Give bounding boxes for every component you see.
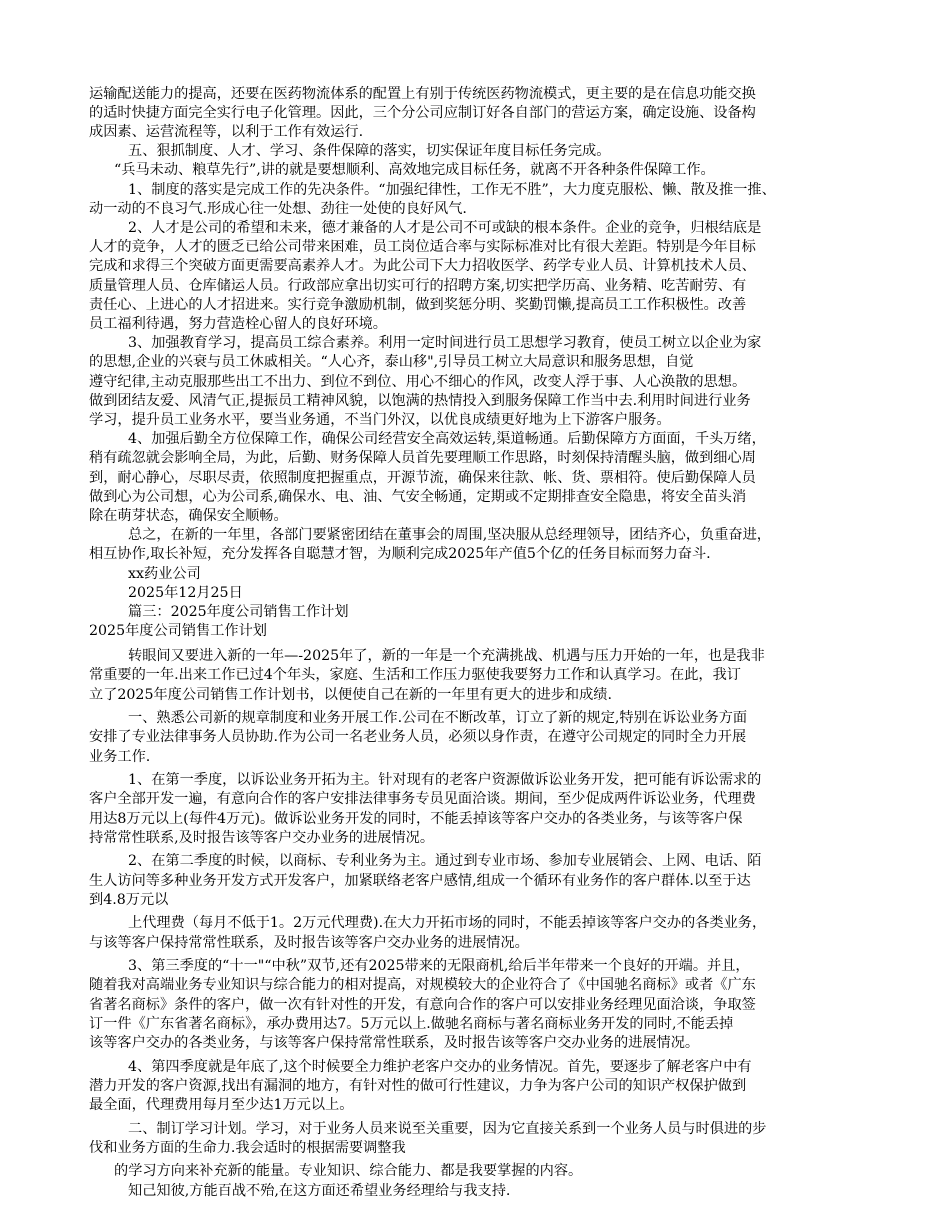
text-line: 稍有疏忽就会影响全局，为此，后勤、财务保障人员首先要理顺工作思路，时刻保持清醒头脑，做到细心周 bbox=[89, 450, 756, 466]
text-line: 用达8万元以上(每件4万元)。做诉讼业务开发的同时，不能丢掉该等客户交办的各类业务，与该等客户保 bbox=[89, 811, 743, 827]
text-line: 最全面，代理费用每月至少达1万元以上。 bbox=[89, 1097, 354, 1113]
text-line: 员工福利待遇，努力营造栓心留人的良好环境。 bbox=[89, 316, 387, 332]
text-line: 责任心、上进心的人才招进来。实行竞争激励机制，做到奖惩分明、奖勤罚懒,提高员工工作积极性。改善 bbox=[89, 297, 747, 313]
text-line: 常重要的一年.出来工作已过4个年头，家庭、生活和工作压力驱使我要努力工作和认真学习。在此，我订 bbox=[89, 667, 741, 683]
text-line: 2、人才是公司的希望和未来，德才兼备的人才是公司不可或缺的根本条件。企业的竞争，归根结底是 bbox=[128, 220, 762, 236]
text-line: 订一件《广东省著名商标》，承办费用达7。5万元以上.做驰名商标与著名商标业务开发的同时,不能丢掉 bbox=[89, 1016, 734, 1032]
text-line: 与该等客户保持常常性联系，及时报告该等客户交办业务的进展情况。 bbox=[89, 935, 529, 951]
text-line: 五、狠抓制度、人才、学习、条件保障的落实，切实保证年度目标任务完成。 bbox=[128, 143, 611, 159]
text-line: 该等客户交办的各类业务，与该等客户保持常常性联系，及时报告该等客户交办业务的进展情况。 bbox=[89, 1035, 700, 1051]
text-line: 的学习方向来补充新的能量。专业知识、综合能力、都是我要掌握的内容。 bbox=[114, 1163, 583, 1179]
text-line: xx药业公司 bbox=[128, 566, 201, 582]
text-line: 质量管理人员、仓库储运人员。行政部应拿出切实可行的招聘方案,切实把学历高、业务精、吃苦耐劳、有 bbox=[89, 278, 747, 294]
text-line: 潜力开发的客户资源,找出有漏洞的地方，有针对性的做可行性建议，力争为客户公司的知识产权保护做到 bbox=[89, 1078, 747, 1094]
text-line: 动一动的不良习气.形成心往一处想、劲往一处使的良好风气. bbox=[89, 201, 467, 217]
text-line: 2025年度公司销售工作计划 bbox=[89, 623, 267, 639]
text-line: 生人访问等多种业务开发方式开发客户，加紧联络老客户感情,组成一个循环有业务作的客户群体.以至于达 bbox=[89, 873, 751, 889]
text-line: 转眼间又要进入新的一年—-2025年了，新的一年是一个充满挑战、机遇与压力开始的一年，也是我非 bbox=[128, 648, 765, 664]
text-line: “兵马未动、粮草先行”,讲的就是要想顺利、高效地完成目标任务，就离不开各种条件保障工作。 bbox=[114, 162, 715, 178]
text-line: 3、第三季度的“十一"“中秋”双节,还有2025带来的无限商机,给后半年带来一个良好的开端。并且， bbox=[128, 958, 750, 974]
text-line: 除在萌芽状态，确保安全顺畅。 bbox=[89, 508, 288, 524]
text-line: 总之，在新的一年里，各部门要紧密团结在董事会的周围,坚决服从总经理领导，团结齐心，负重奋进， bbox=[128, 527, 771, 543]
text-line: 成因素、运营流程等，以利于工作有效运行. bbox=[89, 124, 364, 140]
text-line: 运输配送能力的提高，还要在医药物流体系的配置上有别于传统医药物流模式，更主要的是在信息功能交换 bbox=[89, 86, 756, 102]
text-line: 省著名商标》条件的客户，做一次有针对性的开发，有意向合作的客户可以安排业务经理见面洽谈，争取签 bbox=[89, 997, 756, 1013]
text-line: 到，耐心静心，尽职尽责，依照制度把握重点，开源节流，确保来往款、帐、货、票相符。使后勤保障人员 bbox=[89, 470, 756, 486]
text-line: 上代理费（每月不低于1。2万元代理费).在大力开拓市场的同时，不能丢掉该等客户交办的各类业务， bbox=[128, 915, 767, 931]
text-line: 4、加强后勤全方位保障工作，确保公司经营安全高效运转,渠道畅通。后勤保障方方面面，千头万绪， bbox=[128, 431, 766, 447]
text-line: 做到团结友爱、风清气正,提振员工精神风貌，以饱满的热情投入到服务保障工作当中去.利用时间进行业务 bbox=[89, 393, 751, 409]
text-line: 1、制度的落实是完成工作的先决条件。“加强纪律性，工作无不胜”，大力度克服松、懒、散及推一推、 bbox=[128, 182, 776, 198]
text-line: 篇三：2025年度公司销售工作计划 bbox=[128, 604, 349, 620]
text-line: 随着我对高端业务专业知识与综合能力的相对提高，对规模较大的企业符合了《中国驰名商标》或者《广东 bbox=[89, 977, 756, 993]
text-line: 的适时快捷方面完全实行电子化管理。因此，三个分公司应制订好各自部门的营运方案，确定设施、设备构 bbox=[89, 105, 756, 121]
text-line: 一、熟悉公司新的规章制度和业务开展工作.公司在不断改革，订立了新的规定,特别在诉讼业务方面 bbox=[128, 710, 748, 726]
text-line: 安排了专业法律事务人员协助.作为公司一名老业务人员，必须以身作责，在遵守公司规定的同时全力开展 bbox=[89, 729, 747, 745]
text-line: 遵守纪律,主动克服那些出工不出力、到位不到位、用心不细心的作风，改变人浮于事、人心涣散的思想。 bbox=[89, 374, 747, 390]
text-line: 2025年12月25日 bbox=[128, 585, 243, 601]
text-line: 完成和求得三个突破方面更需要高素养人才。为此公司下大力招收医学、药学专业人员、计算机技术人员、 bbox=[89, 258, 756, 274]
text-line: 1、在第一季度，以诉讼业务开拓为主。针对现有的老客户资源做诉讼业务开发，把可能有诉讼需求的 bbox=[128, 772, 762, 788]
text-line: 立了2025年度公司销售工作计划书，以便使自己在新的一年里有更大的进步和成绩. bbox=[89, 687, 612, 703]
text-line: 人才的竞争，人才的匮乏已给公司带来困难，员工岗位适合率与实际标准对比有很大差距。特别是今年目标 bbox=[89, 239, 756, 255]
text-line: 4、第四季度就是年底了,这个时候要全力维护老客户交办的业务情况。首先，要逐步了解老客户中有 bbox=[128, 1059, 752, 1075]
text-line: 伐和业务方面的生命力.我会适时的根据需要调整我 bbox=[89, 1140, 406, 1156]
text-line: 二、制订学习计划。学习，对于业务人员来说至关重要，因为它直接关系到一个业务人员与时俱进的步 bbox=[128, 1121, 767, 1137]
text-line: 相互协作,取长补短，充分发挥各自聪慧才智，为顺利完成2025年产值5个亿的任务目标而努力奋斗. bbox=[89, 546, 711, 562]
text-line: 到4.8万元以 bbox=[89, 892, 169, 908]
text-line: 3、加强教育学习，提高员工综合素养。利用一定时间进行员工思想学习教育，使员工树立以企业为家 bbox=[128, 335, 762, 351]
text-line: 客户全部开发一遍，有意向合作的客户安排法律事务专员见面洽谈。期间，至少促成两件诉讼业务，代理费 bbox=[89, 791, 756, 807]
text-line: 业务工作. bbox=[89, 749, 151, 765]
text-line: 2、在第二季度的时候，以商标、专利业务为主。通过到专业市场、参加专业展销会、上网、电话、陌 bbox=[128, 853, 762, 869]
text-line: 的思想,企业的兴衰与员工休戚相关。“人心齐，泰山移",引导员工树立大局意识和服务思想，自觉 bbox=[89, 354, 694, 370]
text-line: 做到心为公司想，心为公司系,确保水、电、油、气安全畅通，定期或不定期排查安全隐患，将安全苗头消 bbox=[89, 489, 747, 505]
text-line: 学习，提升员工业务水平，要当业务通，不当门外汉，以优良成绩更好地为上下游客户服务。 bbox=[89, 412, 671, 428]
text-line: 知己知彼,方能百战不殆,在这方面还希望业务经理给与我支持. bbox=[128, 1183, 511, 1199]
text-line: 持常常性联系,及时报告该等客户交办业务的进展情况。 bbox=[89, 830, 435, 846]
